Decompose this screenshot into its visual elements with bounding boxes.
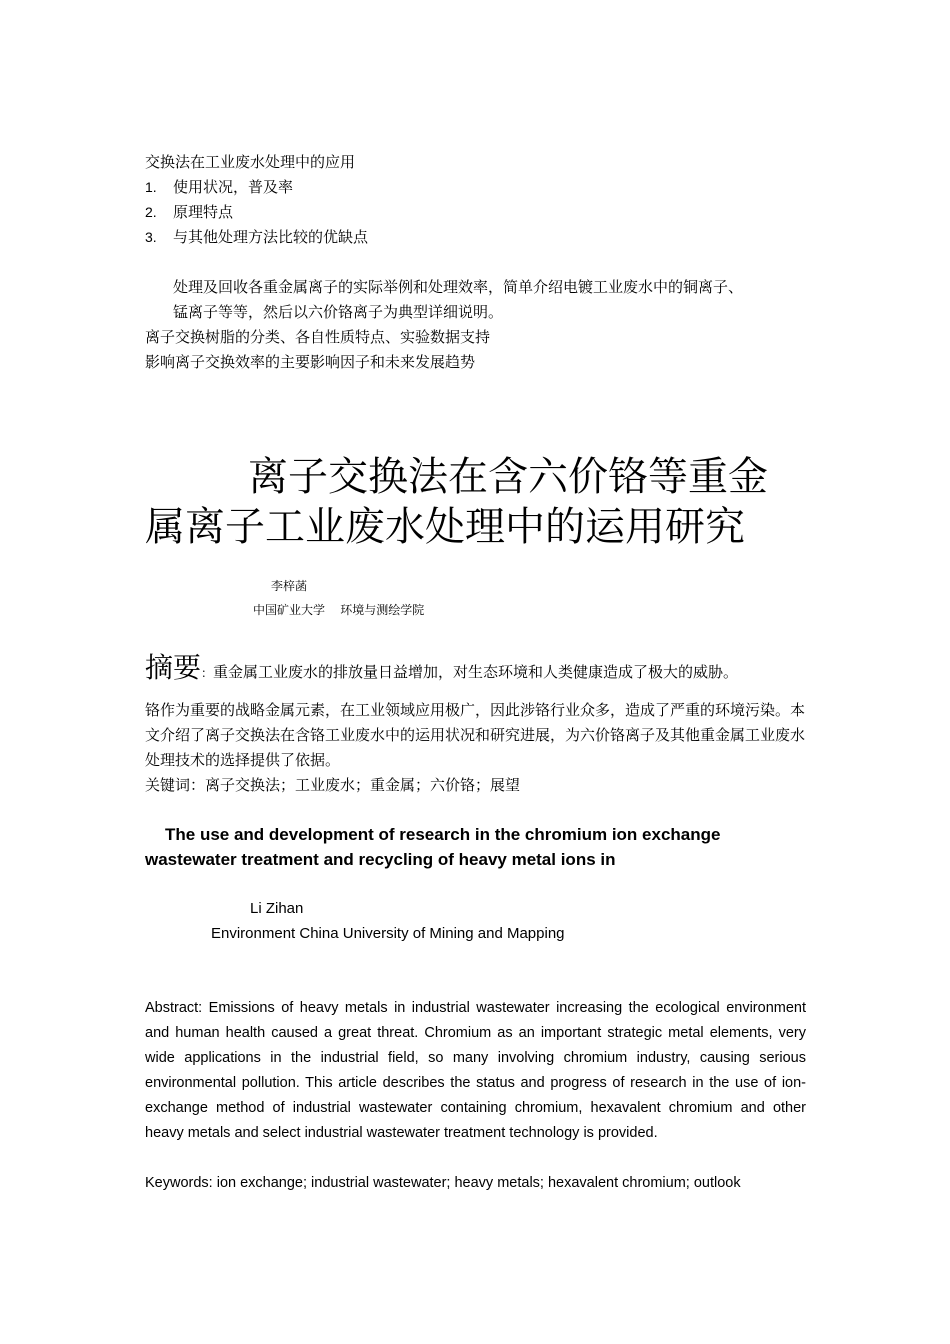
outline-item-number: 3. — [145, 229, 157, 245]
outline-factors-line: 影响离子交换效率的主要影响因子和未来发展趋势 — [145, 353, 476, 371]
outline-resin-line: 离子交换树脂的分类、各自性质特点、实验数据支持 — [145, 328, 491, 346]
outline-item-text: 原理特点 — [173, 203, 234, 221]
outline-item — [145, 225, 368, 250]
english-abstract: Abstract: Emissions of heavy metals in industrial wastewater increasing the ecological environment and human health caused a great threat. Chromium as an important strategic metal elements, very wide applications in the industrial field, so many involving chromium industry, causing serious environmental pollution. This article describes the status and progress of research in the use of ion-exchange method of industrial wastewater containing chromium, hexavalent chromium and other heavy metals and select industrial wastewater treatment technology is provided. — [145, 1000, 806, 1141]
paper-title-line1: 离子交换法在含六价铬等重金 — [248, 454, 768, 500]
outline-item — [145, 200, 233, 225]
outline-item — [145, 175, 293, 200]
abstract-cn-first-line — [145, 651, 739, 686]
outline-item-number: 1. — [145, 179, 157, 195]
author-cn: 李梓菡 — [271, 579, 308, 593]
keywords-cn: 关键词：离子交换法；工业废水；重金属；六价铬；展望 — [145, 776, 521, 794]
outline-item-number: 2. — [145, 204, 157, 220]
english-affiliation: Environment China University of Mining and Mapping — [211, 925, 565, 942]
affiliation-cn: 中国矿业大学 环境与测绘学院 — [253, 603, 425, 617]
english-keywords: Keywords: ion exchange; industrial wastewater; heavy metals; hexavalent chromium; outlook — [145, 1175, 741, 1191]
paper-title-line2: 属离子工业废水处理中的运用研究 — [145, 504, 745, 550]
outline-paragraph-line: 处理及回收各重金属离子的实际举例和处理效率，简单介绍电镀工业废水中的铜离子、 — [173, 278, 744, 296]
outline-heading: 交换法在工业废水处理中的应用 — [145, 153, 356, 171]
english-author: Li Zihan — [250, 900, 304, 917]
abstract-cn-body: 铬作为重要的战略金属元素，在工业领域应用极广，因此涉铬行业众多，造成了严重的环境污染。本文介绍了离子交换法在含铬工业废水中的运用状况和研究进展，为六价铬离子及其他重金属工业废水处理技术的选择提供了依据。 — [145, 701, 806, 769]
english-title: The use and development of research in the chromium ion exchange wastewater treatment and recycling of heavy metal ions in — [145, 825, 721, 869]
abstract-colon: ： — [201, 666, 214, 680]
outline-item-text: 与其他处理方法比较的优缺点 — [173, 228, 369, 246]
outline-paragraph-line: 锰离子等等，然后以六价铬离子为典型详细说明。 — [173, 303, 504, 321]
abstract-cn-first: 重金属工业废水的排放量日益增加，对生态环境和人类健康造成了极大的威胁。 — [213, 663, 739, 681]
outline-item-text: 使用状况，普及率 — [173, 178, 294, 196]
abstract-label: 摘要 — [145, 651, 202, 684]
